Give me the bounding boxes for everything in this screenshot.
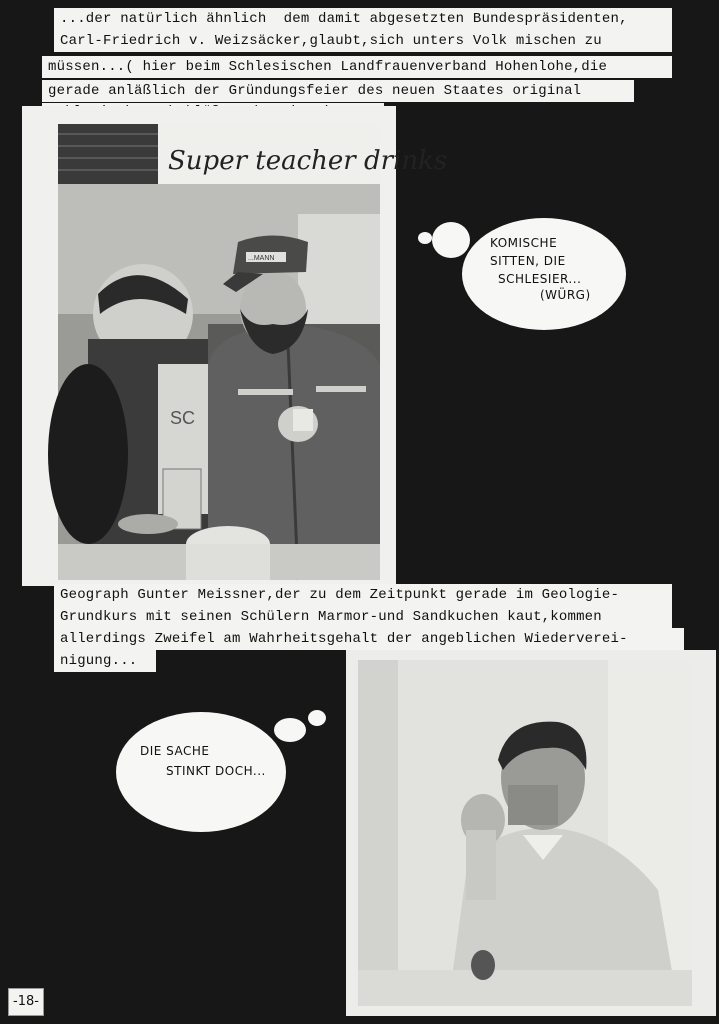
- thought-dot-medium-2: [274, 718, 306, 742]
- middle-caption-line-1: Geograph Gunter Meissner,der zu dem Zeitpunkt gerade im Geologie-: [54, 584, 672, 606]
- top-caption-line-4: gerade anläßlich der Gründungsfeier des neuen Staates original: [42, 80, 634, 102]
- svg-text:SC: SC: [170, 408, 196, 428]
- thought-dot-small: [418, 232, 432, 244]
- page-number: -18-: [8, 988, 44, 1016]
- middle-caption-line-2: Grundkurs mit seinen Schülern Marmor-und Sandkuchen kaut,kommen: [54, 606, 672, 628]
- photo-festival-scene: [58, 124, 448, 580]
- thought-dot-small-2: [308, 710, 326, 726]
- middle-caption-line-4: nigung...: [54, 650, 156, 672]
- top-caption-line-1: ...der natürlich ähnlich dem damit abgesetzten Bundespräsidenten,: [54, 8, 672, 30]
- photo-teacher-portrait: [358, 660, 692, 1006]
- teacher-portrait-illustration: [358, 660, 692, 1006]
- cap-text: ...MANN: [248, 255, 275, 262]
- top-caption-line-2: Carl-Friedrich v. Weizsäcker,glaubt,sich unters Volk mischen zu: [54, 30, 672, 52]
- photo-festival-illustration: [58, 124, 448, 580]
- bubble1-line-4: (WÜRG): [540, 288, 591, 302]
- middle-caption-line-3: allerdings Zweifel am Wahrheitsgehalt der angeblichen Wiederverei-: [54, 628, 684, 650]
- thought-dot-medium: [432, 222, 470, 258]
- bubble1-line-2: SITTEN, DIE: [490, 254, 566, 268]
- bubble1-line-3: SCHLESIER...: [498, 272, 582, 286]
- top-caption-line-3: müssen...( hier beim Schlesischen Landfrauenverband Hohenlohe,die: [42, 56, 672, 78]
- banner-text: Super teacher drinks: [168, 146, 448, 176]
- bubble1-line-1: KOMISCHE: [490, 236, 558, 250]
- bubble2-line-2: STINKT DOCH...: [166, 764, 266, 778]
- bubble2-line-1: DIE SACHE: [140, 744, 210, 758]
